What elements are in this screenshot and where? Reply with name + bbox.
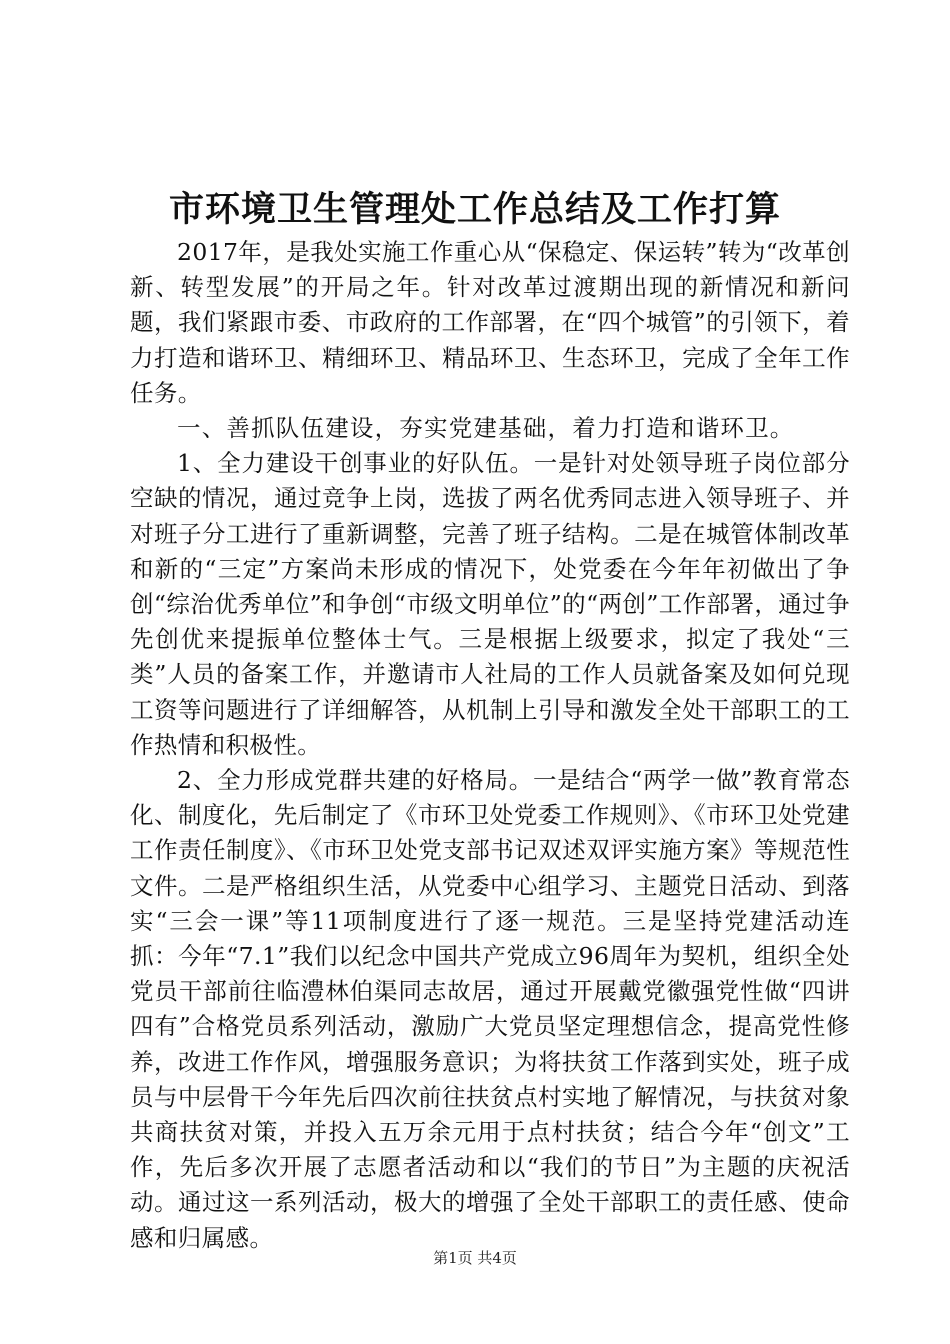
document-title: 市环境卫生管理处工作总结及工作打算 [168, 189, 781, 230]
intro-paragraph: 2017年，是我处实施工作重心从“保稳定、保运转”转为“改革创新、转型发展”的开局之年。针对改革过渡期出现的新情况和新问题，我们紧跟市委、市政府的工作部署，在“四个城管”的引领下，着力打造和谐环卫、精细环卫、精品环卫、生态环卫，完成了全年工作任务。 [130, 238, 850, 407]
page-footer: 第1页 共4页 [433, 1249, 517, 1267]
section-heading: 一、善抓队伍建设，夯实党建基础，着力打造和谐环卫。 [177, 414, 795, 443]
body-paragraph-1: 1、全力建设干创事业的好队伍。一是针对处领导班子岗位部分空缺的情况，通过竞争上岗，选拔了两名优秀同志进入领导班子、并对班子分工进行了重新调整，完善了班子结构。二是在城管体制改革和新的“三定”方案尚未形成的情况下，处党委在今年年初做出了争创“综治优秀单位”和争创“市级文明单位”的“两创”工作部署，通过争先创优来提振单位整体士气。三是根据上级要求，拟定了我处“三类”人员的备案工作，并邀请市人社局的工作人员就备案及如何兑现工资等问题进行了详细解答，从机制上引导和激发全处干部职工的工作热情和积极性。 [130, 449, 850, 759]
body-paragraph-2: 2、全力形成党群共建的好格局。一是结合“两学一做”教育常态化、制度化，先后制定了《市环卫处党委工作规则》、《市环卫处党建工作责任制度》、《市环卫处党支部书记双述双评实施方案》等规范性文件。二是严格组织生活，从党委中心组学习、主题党日活动、到落实“三会一课”等11项制度进行了逐一规范。三是坚持党建活动连抓：今年“7.1”我们以纪念中国共产党成立96周年为契机，组织全处党员干部前往临澧林伯渠同志故居，通过开展戴党徽强党性做“四讲四有”合格党员系列活动，激励广大党员坚定理想信念，提高党性修养，改进工作作风，增强服务意识；为将扶贫工作落到实处，班子成员与中层骨干今年先后四次前往扶贫点村实地了解情况，与扶贫对象共商扶贫对策，并投入五万余元用于点村扶贫；结合今年“创文”工作，先后多次开展了志愿者活动和以“我们的节日”为主题的庆祝活动。通过这一系列活动，极大的增强了全处干部职工的责任感、使命感和归属感。 [130, 766, 850, 1252]
document-body [130, 235, 850, 1256]
